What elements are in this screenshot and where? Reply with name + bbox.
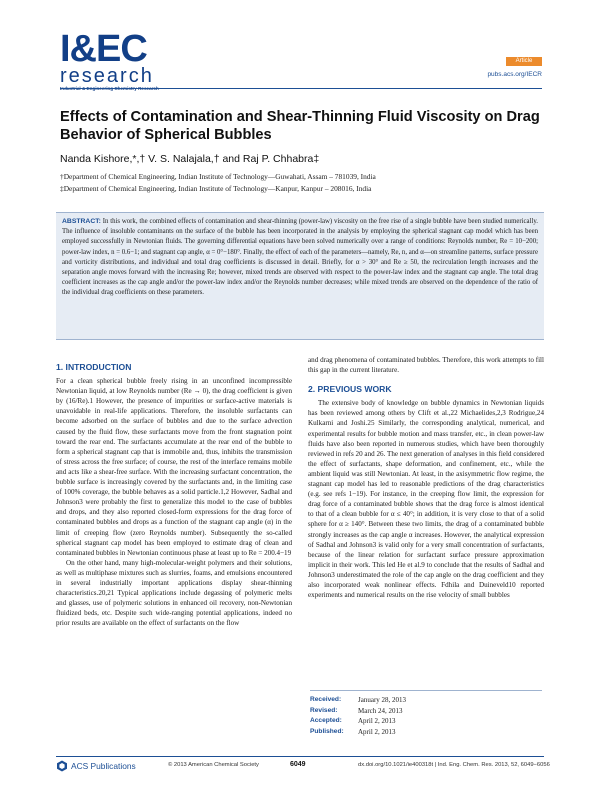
date-label: Published: bbox=[310, 727, 344, 735]
journal-logo bbox=[60, 30, 210, 102]
left-column bbox=[56, 360, 292, 628]
date-row-revised bbox=[310, 706, 542, 717]
date-label: Revised: bbox=[310, 706, 338, 714]
date-value: April 2, 2013 bbox=[358, 717, 396, 725]
previous-work-paragraph: The extensive body of knowledge on bubble dynamics in Newtonian liquids has been reviewed among others by Clift et al.,22 Michaelides,2,3 Rodrigue,24 Kulkarni and Joshi.25 Similarly, the corresponding analytical, numerical, and experimental results for bubble motion and mass transfer, etc., in clean power-law fluids have also been reported in numerous studies, which have been thoroughly reviewed in refs 20 and 26. The next generation of analyses in this field considered the effect of surfactants, shape deformation, and confinement, etc., while the ambient liquid was still Newtonian. At least, in the axisymmetric flow regime, the stagnant cap model has led to reasonable predictions of the drag characteristics (e.g. see refs 1−19). For instance, in the creeping flow limit, the expression for drag force of a contaminated bubble shows that the drag force is almost identical to that of a clean bubble for α ≤ 40°; in addition, it is very close to that of a solid sphere for α ≥ 140°. Between these two limits, the drag of a contaminated bubble strongly increases as the cap angle α increases. However, the analytical expression of Sadhal and Johnson3 is valid only for a very small concentration of surfactants, because of the linear relation for surfactant surface pressure approximation implicit in their work. This led He et al.9 to conclude that the results of Sadhal and Johnson3 underestimated the role of the cap angle on the drag coefficient and they also incorporated weak nonlinear effects. Fdhila and Duineveld10 reported experiments and numerical results on the rise velocity of small bubbles bbox=[308, 399, 544, 600]
affiliation-2: ‡Department of Chemical Engineering, Indian Institute of Technology—Kanpur, Kanpur – 208016, India bbox=[60, 184, 372, 193]
date-value: April 2, 2013 bbox=[358, 727, 396, 736]
right-column bbox=[308, 355, 544, 600]
logo-tagline bbox=[60, 86, 210, 92]
acs-publications-text: ACS Publications bbox=[71, 761, 136, 771]
footer-divider bbox=[56, 756, 544, 757]
page-number: 6049 bbox=[290, 761, 306, 768]
logo-sub-text: research bbox=[60, 65, 154, 87]
section-heading-previous-work: 2. PREVIOUS WORK bbox=[308, 384, 392, 395]
intro-paragraph-1: For a clean spherical bubble freely rising in an unconfined incompressible Newtonian liquid, at low Reynolds number (Re → 0), the drag coefficient is given by (16/Re).1 However, the presence of impurities or surface-active materials is unavoidable in real-life applications. Therefore, the insoluble surfactants can become adsorbed on the surface of bubbles and due to the surface advection caused by the fluid flow, these surfactants move from the front stagnation point toward the rear end. The surfactants accumulate at the rear end of the bubble to form a spherical stagnant cap that is immobile and, thus, inhibits the transmission of stress across the free surface; of course, the rest of the interface remains mobile and acts like a shear-free surface. With the increasing surfactant concentration, the bubble surface is increasingly covered by the surfactants and, in the limiting case of 100% coverage, the bubble behaves as a solid particle.1,2 However, Sadhal and Johnson3 were probably the first to generalize this model to the case of bubbles and drops, and they also reported closed-form expressions for the drag force of contaminated bubbles and drops as a function of the stagnant cap angle (α) in the limit of creeping flow (zero Reynolds number). Subsequently the so-called spherical stagnant cap model has been employed to estimate drag of clean and contaminated bubbles in Newtonian continuous phase at least up to Re = 200.4−19 bbox=[56, 377, 292, 557]
footer-copyright: © 2013 American Chemical Society bbox=[168, 762, 259, 768]
date-row-received bbox=[310, 695, 542, 706]
paper-title: Effects of Contamination and Shear-Thinning Fluid Viscosity on Drag Behavior of Spherical Bubbles bbox=[60, 109, 540, 143]
header-divider bbox=[60, 88, 542, 89]
journal-url-link[interactable]: pubs.acs.org/IECR bbox=[487, 71, 542, 78]
date-row-accepted bbox=[310, 716, 542, 727]
acs-publications-logo[interactable] bbox=[56, 760, 136, 772]
intro-paragraph-continued: and drag phenomena of contaminated bubbles. Therefore, this work attempts to fill this gap in the current literature. bbox=[308, 356, 544, 375]
footer-doi[interactable]: dx.doi.org/10.1021/ie400318t | Ind. Eng. Chem. Res. 2013, 52, 6049−6056 bbox=[358, 762, 550, 768]
abstract-box bbox=[56, 212, 544, 340]
date-row-published bbox=[310, 727, 542, 738]
author-list: Nanda Kishore,*,† V. S. Nalajala,† and Raj P. Chhabra‡ bbox=[60, 153, 320, 165]
section-heading-introduction: 1. INTRODUCTION bbox=[56, 362, 132, 372]
acs-hexagon-icon bbox=[56, 760, 68, 772]
date-value: January 28, 2013 bbox=[358, 696, 407, 704]
intro-paragraph-2: On the other hand, many high-molecular-weight polymers and their solutions, as well as multiphase mixtures such as slurries, foams, and emulsions encountered in several industrially important applications display shear-thinning characteristics.20,21 Typical applications include degassing of polymeric melts and glasses, use of polymeric solutions in enhanced oil recovery, non-Newtonian fluidized beds, etc. Despite such wide-ranging potential applications, indeed no prior results are available on the effect of surfactants on the flow bbox=[56, 558, 292, 628]
logo-main-text: I&EC bbox=[60, 28, 147, 70]
date-value: March 24, 2013 bbox=[358, 706, 403, 715]
abstract-label: ABSTRACT: bbox=[62, 218, 101, 225]
date-label: Received: bbox=[310, 696, 342, 703]
abstract-text: In this work, the combined effects of contamination and shear-thinning (power-law) viscosity on the free rise of a single bubble have been studied numerically. The influence of insoluble contaminants on the surface of the bubble has been incorporated in the analysis by employing the spherical stagnant cap model which has been employed successfully in Newtonian fluids. The governing differential equations have been solved numerically over a range of conditions: Reynolds number, Re = 10−200; power-law index, n = 0.6−1; and stagnant cap angle, α = 0°−180°. Finally, the effect of each of the parameters—namely, Re, n, and α—on streamline patterns, surface pressure and vorticity distributions, and individual and total drag coefficients is discussed in detail. Briefly, for α > 30° and Re ≥ 50, the recirculation length increases and the separation angle moves forward with the increasing Re; however, mixed trends are observed with respect to the power-law index and the stagnant cap angle. The total drag coefficient increases as the cap angle and/or the power-law index and/or the Reynolds number decreases; while mixed trends are observed on the dependence of the ratio of the individual drag coefficients on these parameters. bbox=[62, 218, 538, 297]
publication-dates bbox=[310, 690, 542, 737]
date-label: Accepted: bbox=[310, 717, 342, 724]
article-type-badge: Article bbox=[506, 57, 542, 66]
affiliation-1: †Department of Chemical Engineering, Indian Institute of Technology—Guwahati, Assam – 781039, India bbox=[60, 172, 376, 181]
